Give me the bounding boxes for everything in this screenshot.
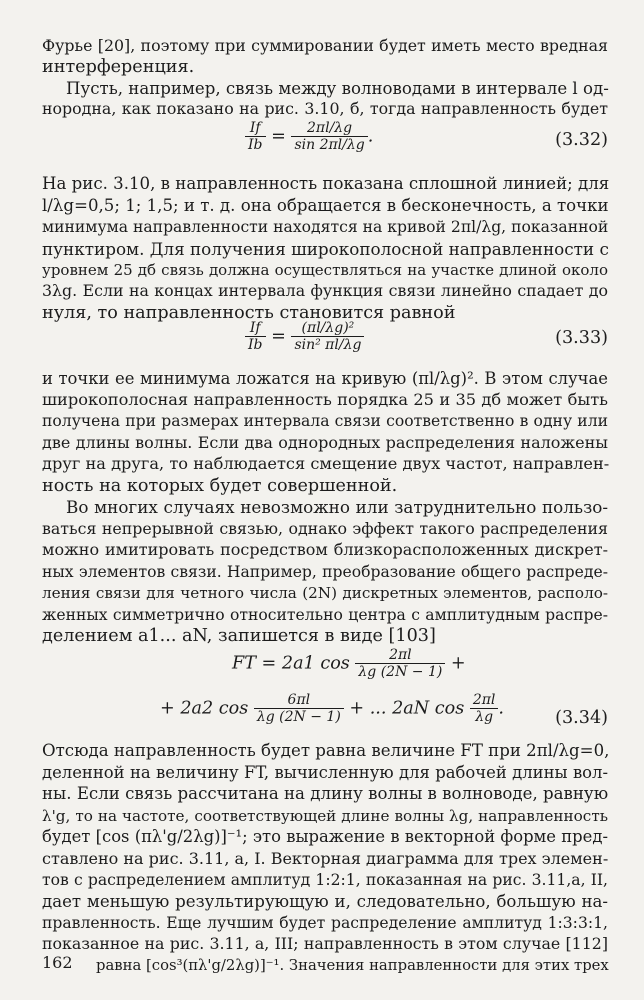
page-number: 162	[42, 953, 73, 972]
fraction-rhs	[291, 320, 364, 353]
equation-plus: +	[450, 653, 466, 674]
denominator: λg (2N − 1)	[256, 709, 341, 725]
fraction-lhs	[245, 120, 266, 153]
equation-number: (3.32)	[555, 130, 608, 150]
numerator: If	[245, 320, 266, 337]
denominator: Ib	[248, 337, 263, 353]
text-line: и точки ее минимума ложатся на кривую (πl/λg)². В этом случае	[42, 369, 608, 388]
equation-term: + 2a2 cos	[160, 698, 249, 719]
fraction	[254, 692, 344, 725]
text-line: получена при размерах интервала связи соответственно в одну или	[42, 412, 608, 430]
text-line: λ'g, то на частоте, соответствующей длине волны λg, направленность	[42, 807, 608, 825]
text-line: l/λg=0,5; 1; 1,5; и т. д. она обращается в бесконечность, а точки	[42, 196, 609, 215]
text-line: равна [cos³(πλ'g/2λg)]⁻¹. Значения направленности для этих трех	[96, 957, 609, 974]
denominator: λg (2N − 1)	[358, 664, 443, 680]
equation-3-34-line-1	[232, 647, 466, 680]
equation-tail: .	[367, 126, 374, 147]
text-line: тов с распределением амплитуд 1:2:1, показанная на рис. 3.11,a, II,	[42, 871, 608, 889]
equation-3-32: $\frac{If}{Ib}$ = $\frac{2\pi l/\lambda g}{\sin 2\pi l/\lambda g}$ .	[245, 120, 373, 153]
text-line: ность на которых будет совершенной.	[42, 476, 398, 496]
text-line: Пусть, например, связь между волноводами в интервале l од-	[66, 79, 609, 98]
equation-number: (3.34)	[555, 708, 608, 728]
equation-3-33: $\frac{If}{Ib}$ = $\frac{\text{(πl/λg)²}}{\text{sin² πl/λg}}$	[245, 320, 364, 353]
numerator: (πl/λg)²	[291, 320, 364, 337]
text-line: 3λg. Если на концах интервала функция связи линейно спадает до	[42, 281, 608, 300]
text-line: ставлено на рис. 3.11, a, I. Векторная диаграмма для трех элемен-	[42, 849, 609, 868]
text-line: женных симметрично относительно центра с амплитудным распре-	[42, 606, 608, 624]
numerator: If	[245, 120, 266, 137]
text-line: Во многих случаях невозможно или затруднительно пользо-	[66, 497, 608, 517]
text-line: друг на друга, то наблюдается смещение двух частот, направлен-	[42, 454, 610, 473]
text-line: нородна, как показано на рис. 3.10, б, тогда направленность будет	[42, 99, 608, 118]
text-line: будет [cos (πλ'g/2λg)]⁻¹; это выражение в векторной форме пред-	[42, 827, 608, 846]
equation-tail: .	[498, 698, 505, 719]
denominator: sin 2πl/λg	[294, 137, 365, 153]
numerator: 2πl	[355, 647, 445, 664]
text-line: ны. Если связь рассчитана на длину волны в волноводе, равную	[42, 784, 609, 803]
text-line: делением a1... aN, запишется в виде [103]	[42, 626, 436, 646]
denominator: sin² πl/λg	[294, 337, 362, 353]
text-line: На рис. 3.10, в направленность показана сплошной линией; для	[42, 174, 610, 193]
text-line: показанное на рис. 3.11, a, III; направленность в этом случае [112]	[42, 934, 608, 953]
equation-term: + ... 2aN cos	[349, 698, 465, 719]
text-line: две длины волны. Если два однородных распределения наложены	[42, 433, 608, 452]
text-line: интерференция.	[42, 57, 195, 77]
numerator: 2πl/λg	[291, 120, 367, 137]
text-line: ных элементов связи. Например, преобразование общего распреде-	[42, 563, 608, 581]
text-line: Отсюда направленность будет равна величине FT при 2πl/λg=0,	[42, 741, 610, 760]
denominator: λg	[475, 709, 494, 725]
fraction	[355, 647, 445, 680]
fraction-rhs	[291, 120, 367, 153]
text-line: Фурье [20], поэтому при суммировании будет иметь место вредная	[42, 36, 608, 55]
text-line: нуля, то направленность становится равной	[42, 303, 456, 323]
text-line: ваться непрерывной связью, однако эффект такого распределения	[42, 519, 608, 538]
text-line: уровнем 25 дб связь должна осуществляться на участке длиной около	[42, 261, 608, 279]
text-line: можно имитировать посредством близкорасположенных дискрет-	[42, 540, 608, 559]
fraction	[470, 692, 499, 725]
text-line: широкополосная направленность порядка 25 и 35 дб может быть	[42, 390, 608, 409]
text-line: дает меньшую результирующую и, следовательно, большую на-	[42, 892, 608, 911]
text-line: пунктиром. Для получения широкополосной направленности с	[42, 239, 609, 259]
numerator: 2πl	[470, 692, 499, 709]
denominator: Ib	[248, 137, 263, 153]
equation-number: (3.33)	[555, 328, 608, 348]
fraction-lhs	[245, 320, 266, 353]
text-line: минимума направленности находятся на кривой 2πl/λg, показанной	[42, 218, 609, 236]
equation-lhs: FT = 2a1 cos	[232, 653, 350, 674]
text-line: правленность. Еще лучшим будет распределение амплитуд 1:3:3:1,	[42, 914, 608, 932]
text-line: ления связи для четного числа (2N) дискретных элементов, располо-	[42, 584, 608, 602]
text-line: деленной на величину FT, вычисленную для рабочей длины вол-	[42, 763, 608, 782]
equation-3-34-line-2	[160, 692, 504, 725]
numerator: 6πl	[254, 692, 344, 709]
